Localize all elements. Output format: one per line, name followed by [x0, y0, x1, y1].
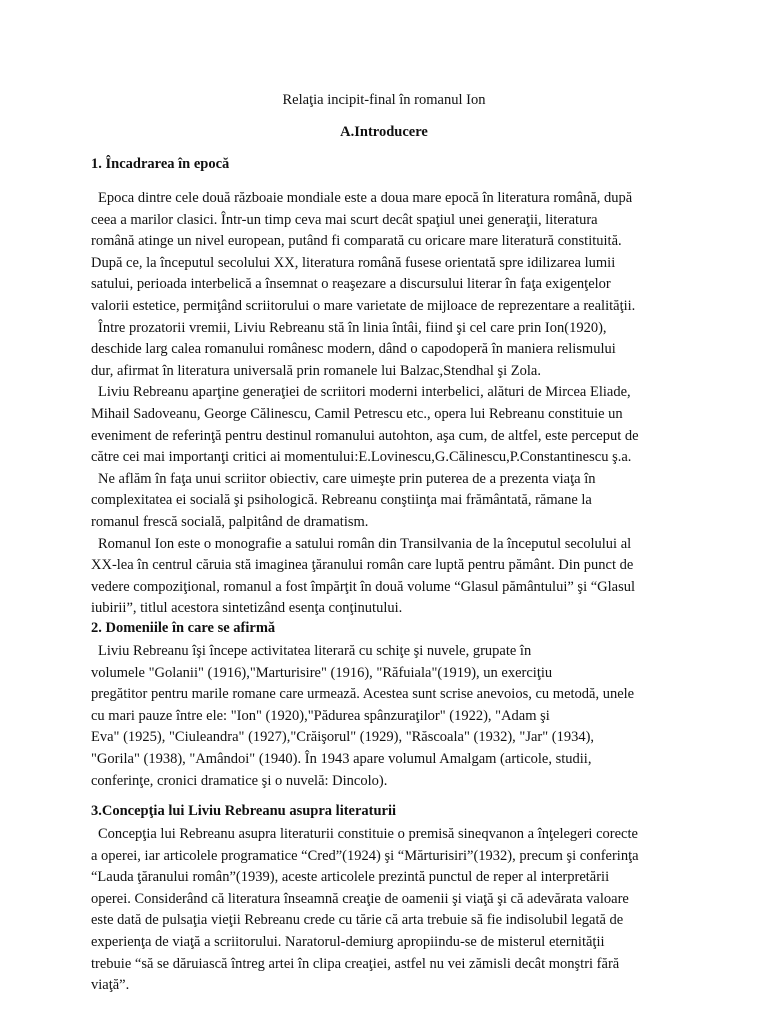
paragraph-block-2: [91, 641, 691, 792]
text-line: Liviu Rebreanu îşi începe activitatea literară cu schiţe şi nuvele, grupate în: [98, 643, 532, 659]
text-line: După ce, la începutul secolului XX, literatura română fusese orientată spre idilizarea lumii: [91, 254, 616, 271]
text-line: Ne aflăm în faţa unui scriitor obiectiv, care uimeşte prin puterea de a prezenta viaţa în: [98, 470, 596, 487]
heading-domeniile: 2. Domeniile în care se afirmă: [91, 620, 276, 636]
text-line: Eva" (1925), "Ciuleandra" (1927),"Crăişorul" (1929), "Răscoala" (1932), "Jar" (1934),: [91, 729, 595, 746]
paragraph-block-3: [91, 824, 691, 997]
text-line: Între prozatorii vremii, Liviu Rebreanu stă în linia întâi, fiind şi cel care prin Ion(1920),: [98, 319, 607, 336]
heading-incadrarea-in-epoca: 1. Încadrarea în epocă: [91, 156, 230, 172]
text-line: Mihail Sadoveanu, George Călinescu, Camil Petrescu etc., opera lui Rebreanu constituie un: [91, 405, 623, 422]
text-line: conferinţe, cronici dramatice şi o nuvelă: Dincolo).: [91, 772, 388, 789]
text-line: trebuie “să se dăruiască întreg artei în clipa creaţiei, astfel nu vei zămisli decât monştri fără: [91, 955, 620, 972]
text-line: experienţa de viaţă a scriitorului. Naratorul-demiurg apropiindu-se de misterul eternităţii: [91, 933, 605, 950]
text-line: eveniment de referinţă pentru destinul romanului autohton, aşa cum, de altfel, este perceput de: [91, 427, 639, 444]
text-line: deschide larg calea romanului românesc modern, dând o capodoperă în maniera relismului: [91, 341, 616, 358]
text-line: Concepţia lui Rebreanu asupra literaturii constituie o premisă sineqvanon a înţelegeri corecte: [98, 826, 638, 842]
text-line: română atinge un nivel european, putând fi comparată cu oricare mare literatură constituită.: [91, 233, 622, 250]
section-title-introducere: A.Introducere: [340, 124, 428, 140]
text-line: complexitatea ei socială şi psihologică. Rebreanu conştiinţa mai frământată, rămane la: [91, 492, 592, 509]
text-line: valorii estetice, permiţând scriitorului o mare varietate de mijloace de reprezentare a realităţii.: [91, 297, 636, 314]
text-line: viaţă”.: [91, 977, 130, 994]
text-line: XX-lea în centrul căruia stă imaginea ţăranului român care luptă pentru pământ. Din punct de: [91, 557, 634, 574]
document-title: Relaţia incipit-final în romanul Ion: [282, 92, 486, 108]
text-line: Liviu Rebreanu aparţine generaţiei de scriitori moderni interbelici, alături de Mircea Eliade,: [98, 384, 631, 401]
text-line: este dată de pulsaţia vieţii Rebreanu crede cu tărie că arta trebuie să fie indisolubil legată de: [91, 912, 624, 929]
text-line: "Gorila" (1938), "Amândoi" (1940). În 1943 apare volumul Amalgam (articole, studii,: [91, 750, 592, 767]
text-line: satului, perioada interbelică a însemnat o reaşezare a discursului literar în faţa exigenţelor: [91, 276, 611, 293]
text-line: romanul frescă socială, palpitând de dramatism.: [91, 513, 369, 530]
text-line: ceea a marilor clasici. Într-un timp ceva mai scurt decât spaţiul unei generaţii, literatura: [91, 211, 598, 228]
text-line: Romanul Ion este o monografie a satului român din Transilvania de la începutul secolului al: [98, 535, 632, 552]
text-line: Epoca dintre cele două războaie mondiale este a doua mare epocă în literatura română, după: [98, 190, 633, 206]
text-line: a operei, iar articolele programatice “Cred”(1924) şi “Mărturisiri”(1932), precum şi conferinţa: [91, 847, 639, 864]
text-line: dur, afirmat în literatura universală prin romanele lui Balzac,Stendhal şi Zola.: [91, 362, 541, 379]
text-line: operei. Considerând că literatura înseamnă creaţie de oamenii şi viaţă şi că adevărata valoare: [91, 890, 629, 907]
paragraph-block-1: [91, 188, 691, 620]
text-line: către cei mai importanţi critici ai momentului:E.Lovinescu,G.Călinescu,P.Constantinescu ş.a.: [91, 449, 632, 466]
text-line: vedere compoziţional, romanul a fost împărţit în două volume “Glasul pământului” şi “Glasul: [91, 578, 636, 595]
text-line: “Lauda ţăranului român”(1939), aceste articolele prezintă punctul de reper al interpretării: [91, 869, 610, 886]
heading-conceptia: 3.Concepţia lui Liviu Rebreanu asupra literaturii: [91, 803, 397, 819]
text-line: iubirii”, titlul acestora sintetizând esenţa conţinutului.: [91, 600, 403, 617]
text-line: pregătitor pentru marile romane care urmează. Acestea sunt scrise anevoios, cu metodă, unele: [91, 686, 635, 703]
text-line: cu mari pauze între ele: "Ion" (1920),"Pădurea spânzuraţilor" (1922), "Adam şi: [91, 707, 550, 724]
text-line: volumele "Golanii" (1916),"Marturisire" (1916), "Răfuiala"(1919), un exerciţiu: [91, 664, 553, 681]
